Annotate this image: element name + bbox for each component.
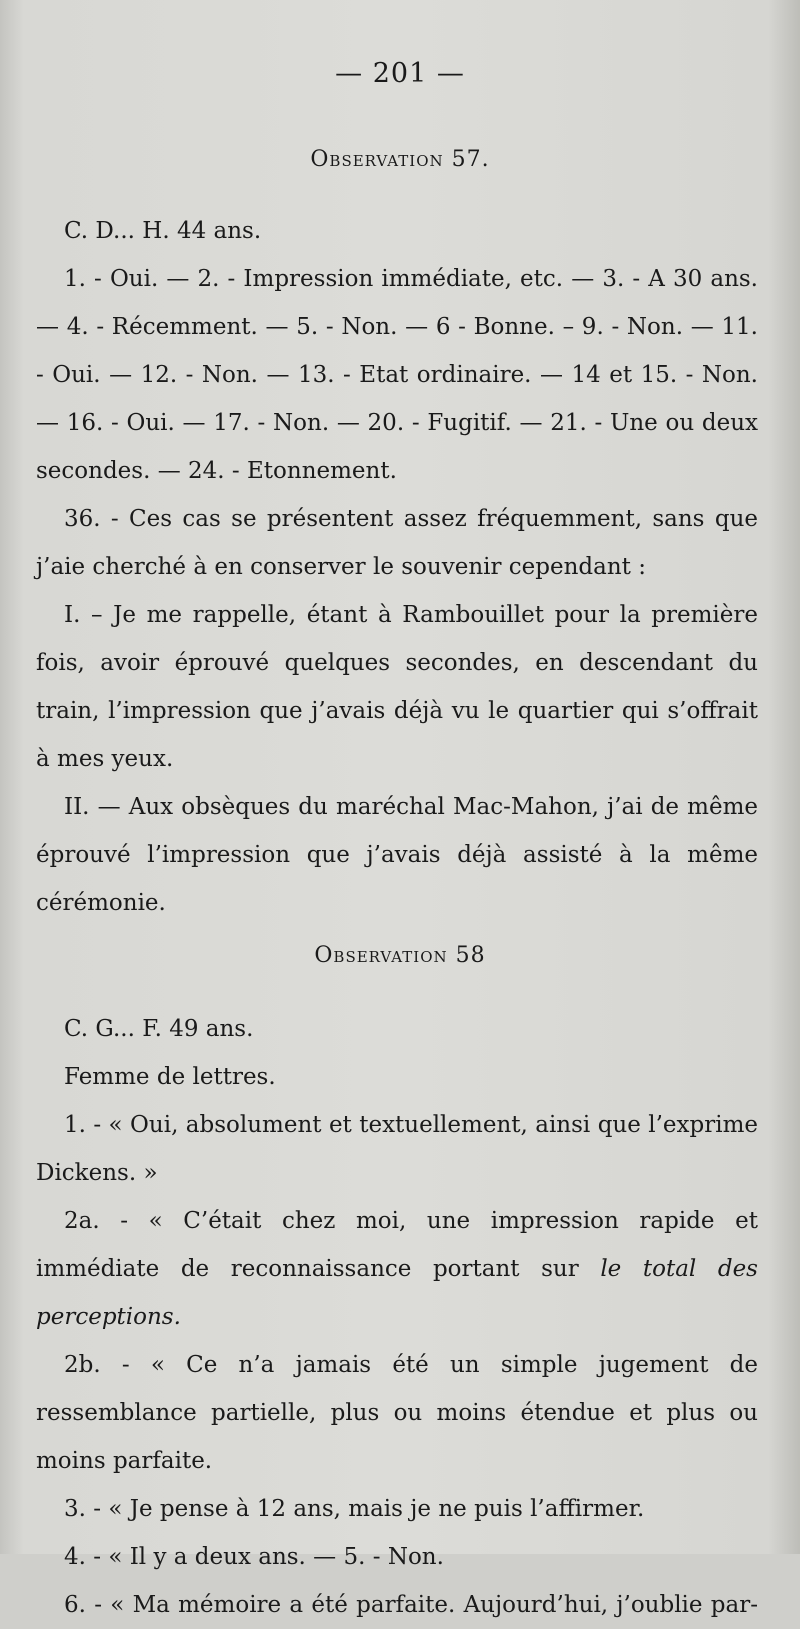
italic-phrase: le total des perceptions. bbox=[36, 1256, 758, 1330]
observation-57-heading: Observation 57. bbox=[310, 147, 490, 172]
paragraph: 1. - « Oui, absolument et textuellement, ainsi que l’exprime Dickens. » bbox=[36, 1112, 758, 1186]
paragraph: II. — Aux obsèques du maréchal Mac-Mahon, j’ai de même éprouvé l’impression que j’avais déjà assisté à la même cérémonie. bbox=[36, 794, 758, 916]
paragraph-text: 2a. - « C’était chez moi, une impression rapide et immédiate de reconnaissance portant sur bbox=[36, 1208, 758, 1282]
observation-58-body bbox=[36, 1005, 758, 1629]
paragraph: I. – Je me rappelle, étant à Rambouillet pour la première fois, avoir éprouvé quelques secondes, en descendant du train, l’impression que j’avais déjà vu le quartier qui s’offrait à mes yeux. bbox=[36, 602, 758, 772]
paragraph: 1. - Oui. — 2. - Impression immédiate, etc. — 3. - A 30 ans. — 4. - Récemment. — 5. - Non. — 6 - Bonne. – 9. - Non. — 11. - Oui. — 12. - Non. — 13. - Etat ordinaire. — 14 et 15. - Non. — 16. - Oui. — 17. - Non. — 20. - Fugitif. — 21. - Une ou deux secondes. — 24. - Etonnement. bbox=[36, 266, 758, 484]
observation-57-body bbox=[36, 207, 758, 927]
observation-58-heading: Observation 58 bbox=[314, 943, 486, 968]
paragraph: C. D... H. 44 ans. bbox=[64, 218, 262, 244]
paragraph: 4. - « Il y a deux ans. — 5. - Non. bbox=[64, 1544, 444, 1570]
paragraph: 36. - Ces cas se présentent assez fréquemment, sans que j’aie cherché à en conserver le souvenir cependant : bbox=[36, 506, 758, 580]
paragraph: 3. - « Je pense à 12 ans, mais je ne puis l’affirmer. bbox=[64, 1496, 645, 1522]
paragraph: 6. - « Ma mémoire a été parfaite. Aujourd’hui, j’oublie par- bbox=[64, 1592, 758, 1618]
page-number: — 201 — bbox=[335, 58, 465, 89]
paragraph: Femme de lettres. bbox=[64, 1064, 276, 1090]
paragraph: C. G... F. 49 ans. bbox=[64, 1016, 254, 1042]
paragraph: 2b. - « Ce n’a jamais été un simple jugement de ressemblance partielle, plus ou moins étendue et plus ou moins parfaite. bbox=[36, 1352, 758, 1474]
paragraph bbox=[36, 1197, 758, 1341]
